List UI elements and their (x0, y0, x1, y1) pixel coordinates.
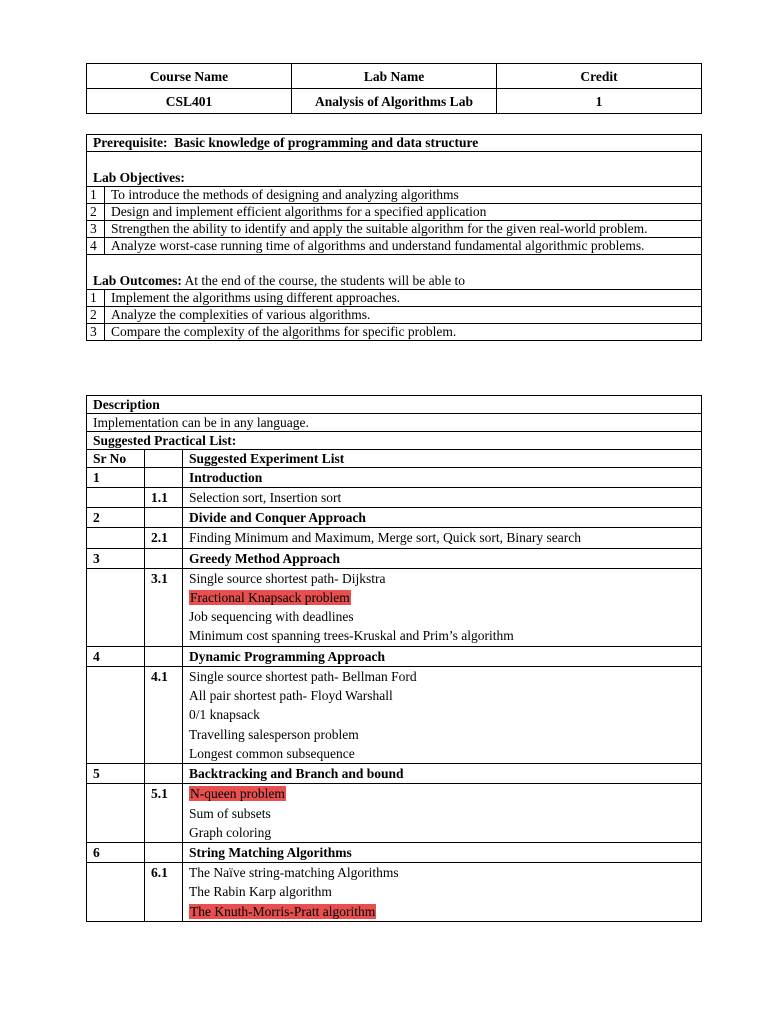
experiment-item (189, 607, 695, 626)
outcome-row (87, 324, 702, 341)
course-value-row (87, 89, 702, 114)
objective-number: 2 (87, 204, 105, 221)
modules-body (87, 468, 702, 922)
objective-row (87, 221, 702, 238)
experiment-text: Selection sort, Insertion sort (189, 490, 342, 505)
objective-text: Analyze worst-case running time of algorithms and understand fundamental algorithmic problems. (105, 238, 702, 255)
outcome-number: 1 (87, 290, 105, 307)
experiment-items (183, 488, 702, 508)
module-title-row (87, 843, 702, 863)
header-lab-name: Lab Name (292, 64, 497, 89)
objective-text: Design and implement efficient algorithms for a specified application (105, 204, 702, 221)
experiment-text: Minimum cost spanning trees-Kruskal and Prim’s algorithm (189, 628, 514, 644)
module-title: Introduction (183, 468, 702, 488)
highlighted-experiment-text: The Knuth-Morris-Pratt algorithm (190, 903, 376, 919)
practical-heading: Suggested Practical List: (87, 432, 702, 450)
experiment-item (189, 705, 695, 724)
module-title-row (87, 468, 702, 488)
objective-row (87, 238, 702, 255)
outcomes-intro: At the end of the course, the students will be able to (184, 273, 465, 288)
experiment-item (189, 667, 695, 686)
experiment-text: Graph coloring (189, 824, 272, 840)
experiment-item (189, 725, 695, 744)
experiment-item (189, 569, 695, 588)
module-blank-cell (145, 646, 183, 666)
practical-list-table (86, 395, 702, 922)
experiment-text: All pair shortest path- Floyd Warshall (189, 688, 393, 704)
experiment-text: Travelling salesperson problem (189, 726, 359, 742)
experiment-item (189, 488, 695, 507)
module-items-blank-cell (87, 488, 145, 508)
module-items-blank-cell (87, 863, 145, 922)
experiment-text: Longest common subsequence (189, 745, 355, 761)
experiment-item (189, 902, 695, 921)
objective-row (87, 187, 702, 204)
experiment-text: Finding Minimum and Maximum, Merge sort, Quick sort, Binary search (189, 530, 581, 546)
objective-number: 3 (87, 221, 105, 238)
experiment-items (183, 863, 702, 922)
outcome-text: Compare the complexity of the algorithms for specific problem. (105, 324, 702, 341)
objective-text: To introduce the methods of designing and analyzing algorithms (105, 187, 702, 204)
module-number: 2 (87, 508, 145, 528)
blank-header-cell (145, 450, 183, 468)
module-title-row (87, 508, 702, 528)
module-items-row (87, 488, 702, 508)
module-number: 4 (87, 646, 145, 666)
header-credit: Credit (497, 64, 702, 89)
module-items-row (87, 784, 702, 843)
course-header-row (87, 64, 702, 89)
objective-number: 4 (87, 238, 105, 255)
experiment-item (189, 686, 695, 705)
highlighted-experiment-text: Fractional Knapsack problem (190, 589, 350, 605)
module-items-blank-cell (87, 784, 145, 843)
experiment-text: Single source shortest path- Dijkstra (189, 570, 386, 586)
credit-value: 1 (497, 89, 702, 114)
experiment-text: Sum of subsets (189, 805, 271, 821)
prerequisite-row (87, 135, 702, 152)
column-header-row (87, 450, 702, 468)
module-blank-cell (145, 764, 183, 784)
outcome-number: 3 (87, 324, 105, 341)
objectives-table (86, 134, 702, 341)
experiment-item (189, 528, 695, 547)
experiment-text: Job sequencing with deadlines (189, 609, 354, 625)
module-title-row (87, 548, 702, 568)
course-info-table (86, 63, 702, 114)
module-title: Backtracking and Branch and bound (183, 764, 702, 784)
description-heading: Description (87, 396, 702, 414)
course-code: CSL401 (87, 89, 292, 114)
experiment-item (189, 784, 695, 803)
experiment-text: 0/1 knapsack (189, 707, 260, 723)
outcome-text: Implement the algorithms using different approaches. (105, 290, 702, 307)
module-items-row (87, 568, 702, 646)
module-title: Greedy Method Approach (183, 548, 702, 568)
module-items-blank-cell (87, 666, 145, 763)
experiment-item (189, 863, 695, 882)
experiment-item (189, 823, 695, 842)
module-title: Divide and Conquer Approach (183, 508, 702, 528)
experiment-item (189, 882, 695, 901)
experiment-items (183, 528, 702, 548)
module-number: 1 (87, 468, 145, 488)
sr-no-header: Sr No (87, 450, 145, 468)
module-blank-cell (145, 843, 183, 863)
experiment-item (189, 588, 695, 607)
module-items-row (87, 666, 702, 763)
outcome-row (87, 307, 702, 324)
module-number: 5 (87, 764, 145, 784)
experiment-items (183, 666, 702, 763)
submodule-number: 2.1 (145, 528, 183, 548)
module-title: Dynamic Programming Approach (183, 646, 702, 666)
module-number: 6 (87, 843, 145, 863)
experiment-list-header: Suggested Experiment List (183, 450, 702, 468)
submodule-number: 3.1 (145, 568, 183, 646)
experiment-text: The Rabin Karp algorithm (189, 884, 332, 900)
experiment-items (183, 784, 702, 843)
outcome-number: 2 (87, 307, 105, 324)
objectives-heading: Lab Objectives: (87, 152, 702, 187)
submodule-number: 5.1 (145, 784, 183, 843)
header-course-name: Course Name (87, 64, 292, 89)
description-text: Implementation can be in any language. (87, 414, 702, 432)
submodule-number: 1.1 (145, 488, 183, 508)
experiment-items (183, 568, 702, 646)
experiment-text: The Naïve string-matching Algorithms (189, 865, 399, 881)
objective-row (87, 204, 702, 221)
objective-text: Strengthen the ability to identify and apply the suitable algorithm for the given real-world problem. (105, 221, 702, 238)
module-blank-cell (145, 468, 183, 488)
outcome-text: Analyze the complexities of various algorithms. (105, 307, 702, 324)
lab-name: Analysis of Algorithms Lab (292, 89, 497, 114)
outcomes-heading: Lab Outcomes: (93, 273, 182, 288)
module-title: String Matching Algorithms (183, 843, 702, 863)
module-items-blank-cell (87, 528, 145, 548)
outcomes-intro-row (87, 255, 702, 290)
prerequisite-label: Prerequisite: (93, 135, 168, 150)
module-title-row (87, 646, 702, 666)
module-blank-cell (145, 548, 183, 568)
experiment-text: Single source shortest path- Bellman Ford (189, 668, 417, 684)
module-blank-cell (145, 508, 183, 528)
experiment-item (189, 626, 695, 645)
module-items-blank-cell (87, 568, 145, 646)
module-title-row (87, 764, 702, 784)
experiment-item (189, 804, 695, 823)
module-items-row (87, 863, 702, 922)
module-number: 3 (87, 548, 145, 568)
outcome-row (87, 290, 702, 307)
submodule-number: 6.1 (145, 863, 183, 922)
objective-number: 1 (87, 187, 105, 204)
experiment-item (189, 744, 695, 763)
module-items-row (87, 528, 702, 548)
submodule-number: 4.1 (145, 666, 183, 763)
highlighted-experiment-text: N-queen problem (190, 786, 285, 802)
prerequisite-text: Basic knowledge of programming and data structure (174, 135, 479, 150)
